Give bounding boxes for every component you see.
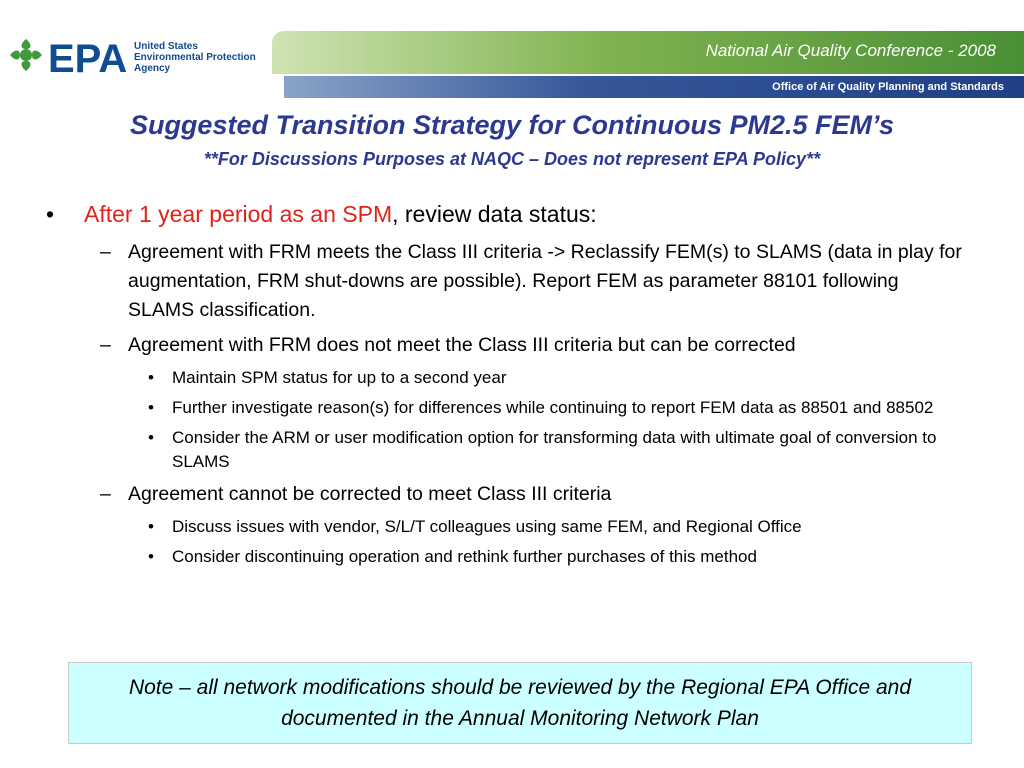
sub-bullet-1 <box>40 238 1000 325</box>
note-text: Note – all network modifications should be reviewed by the Regional EPA Office and documented in the Annual Monitoring Network Plan <box>128 676 912 730</box>
dash-symbol: – <box>100 483 111 505</box>
sub-bullet-2 <box>40 331 1000 360</box>
sub-bullet-3-item <box>40 545 1000 569</box>
bullet-list <box>40 200 1000 575</box>
sub-bullet-2-item <box>40 426 1000 474</box>
sub-bullet-3-text: Agreement cannot be corrected to meet Class III criteria <box>128 483 612 505</box>
sub-bullet-2-item-text: Consider the ARM or user modification option for transforming data with ultimate goal of conversion to SLAMS <box>172 428 937 471</box>
dash-symbol: – <box>100 241 111 263</box>
sub-bullet-2-item-text: Maintain SPM status for up to a second year <box>172 368 507 387</box>
bullet-symbol: • <box>148 428 154 447</box>
sub-bullet-2-item-text: Further investigate reason(s) for differences while continuing to report FEM data as 88501 and 88502 <box>172 398 934 417</box>
svg-text:EPA: EPA <box>48 37 128 80</box>
office-name: Office of Air Quality Planning and Standards <box>772 81 1004 93</box>
sub-bullet-3-item <box>40 515 1000 539</box>
bullet-symbol: • <box>148 368 154 387</box>
bullet-symbol: • <box>148 547 154 566</box>
sub-bullet-1-text: Agreement with FRM meets the Class III criteria -> Reclassify FEM(s) to SLAMS (data in play for augmentation, FRM shut-downs are possible). Report FEM as parameter 88101 following SLAMS classification. <box>128 241 962 321</box>
bullet-symbol: • <box>46 201 55 227</box>
agency-name-line2: Environmental Protection <box>134 52 256 63</box>
epa-logo <box>10 30 272 80</box>
sub-bullet-3-item-text: Discuss issues with vendor, S/L/T colleagues using same FEM, and Regional Office <box>172 517 802 536</box>
bullet-symbol: • <box>148 517 154 536</box>
dash-symbol: – <box>100 334 111 356</box>
sub-bullet-3 <box>40 480 1000 509</box>
main-bullet-text: , review data status: <box>392 201 597 227</box>
sub-bullet-2-text: Agreement with FRM does not meet the Class III criteria but can be corrected <box>128 334 796 356</box>
main-bullet-highlight: After 1 year period as an SPM <box>84 201 393 227</box>
agency-name-line3: Agency <box>134 63 171 74</box>
epa-logo-mark <box>10 30 134 80</box>
conference-title: National Air Quality Conference - 2008 <box>705 41 996 60</box>
sub-bullet-2-item <box>40 366 1000 390</box>
sub-bullet-2-item <box>40 396 1000 420</box>
bullet-symbol: • <box>148 398 154 417</box>
slide-subtitle: **For Discussions Purposes at NAQC – Does not represent EPA Policy** <box>203 149 821 169</box>
slide-title: Suggested Transition Strategy for Continuous PM2.5 FEM’s <box>129 110 895 140</box>
agency-name <box>134 41 256 74</box>
main-bullet <box>40 200 1000 228</box>
agency-name-line1: United States <box>134 41 198 52</box>
note-box <box>68 662 972 744</box>
sub-bullet-3-item-text: Consider discontinuing operation and rethink further purchases of this method <box>172 547 757 566</box>
slide-header <box>0 0 1024 100</box>
